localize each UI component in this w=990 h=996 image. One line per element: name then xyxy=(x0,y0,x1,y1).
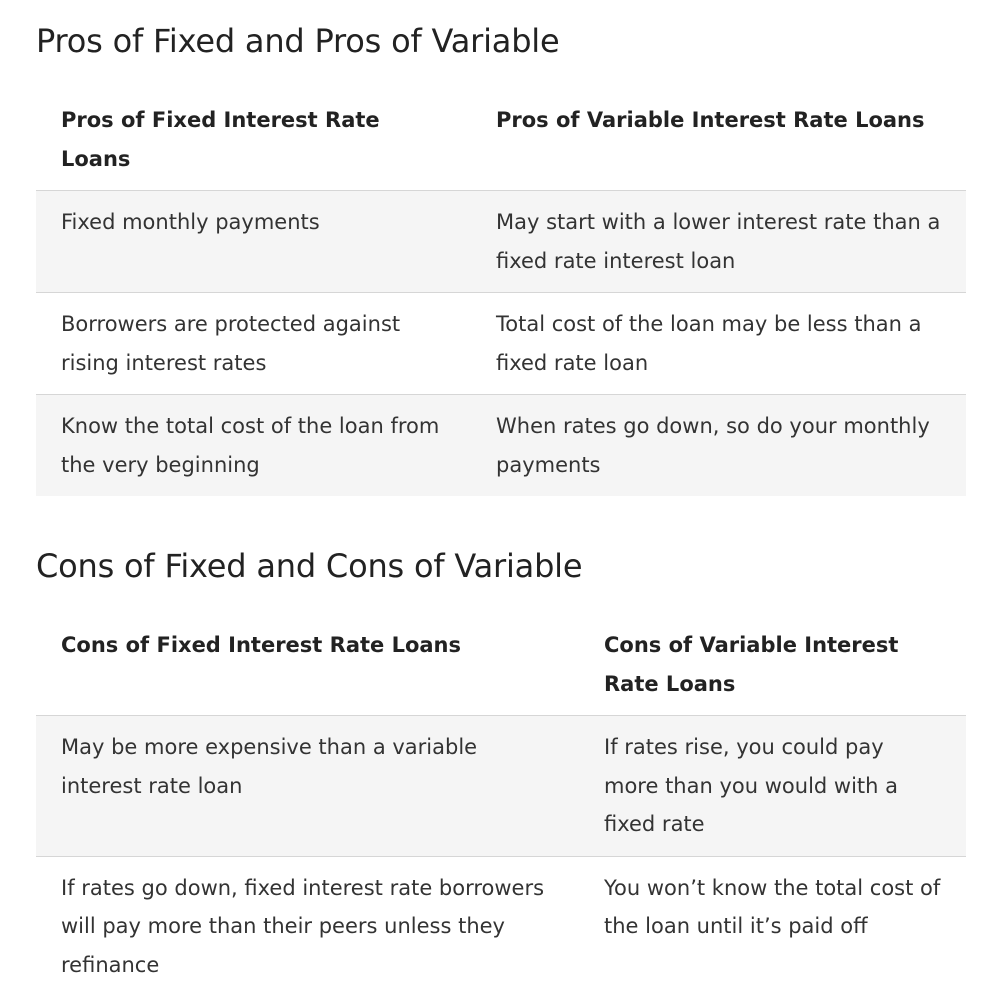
table-cell-fixed: Know the total cost of the loan from the very beginning xyxy=(61,414,440,477)
table-row xyxy=(36,856,966,996)
table-header-row xyxy=(36,626,966,716)
pros-comparison-table xyxy=(36,101,966,496)
table-cell-fixed: Fixed monthly payments xyxy=(61,210,320,234)
table-row xyxy=(36,395,966,497)
table-row xyxy=(36,716,966,857)
table-cell-variable: When rates go down, so do your monthly payments xyxy=(496,414,930,477)
table-row xyxy=(36,191,966,293)
column-header-pros-variable: Pros of Variable Interest Rate Loans xyxy=(496,108,925,132)
table-cell-fixed: If rates go down, fixed interest rate borrowers will pay more than their peers unless they refinance xyxy=(61,875,545,977)
pros-section-heading: Pros of Fixed and Pros of Variable xyxy=(36,22,560,60)
cons-section-heading: Cons of Fixed and Cons of Variable xyxy=(36,547,583,585)
table-cell-variable: Total cost of the loan may be less than a fixed rate loan xyxy=(496,312,922,375)
table-header-row xyxy=(36,101,966,191)
column-header-cons-fixed: Cons of Fixed Interest Rate Loans xyxy=(61,633,462,657)
table-cell-fixed: May be more expensive than a variable interest rate loan xyxy=(61,735,478,798)
cons-comparison-table xyxy=(36,626,966,996)
table-row xyxy=(36,293,966,395)
table-cell-variable: May start with a lower interest rate than a fixed rate interest loan xyxy=(496,210,941,273)
table-cell-variable: You won’t know the total cost of the loan until it’s paid off xyxy=(604,875,941,938)
table-cell-variable: If rates rise, you could pay more than you would with a fixed rate xyxy=(604,735,898,836)
table-cell-fixed: Borrowers are protected against rising interest rates xyxy=(61,312,401,375)
column-header-pros-fixed: Pros of Fixed Interest Rate Loans xyxy=(61,108,380,171)
column-header-cons-variable: Cons of Variable Interest Rate Loans xyxy=(604,633,899,696)
